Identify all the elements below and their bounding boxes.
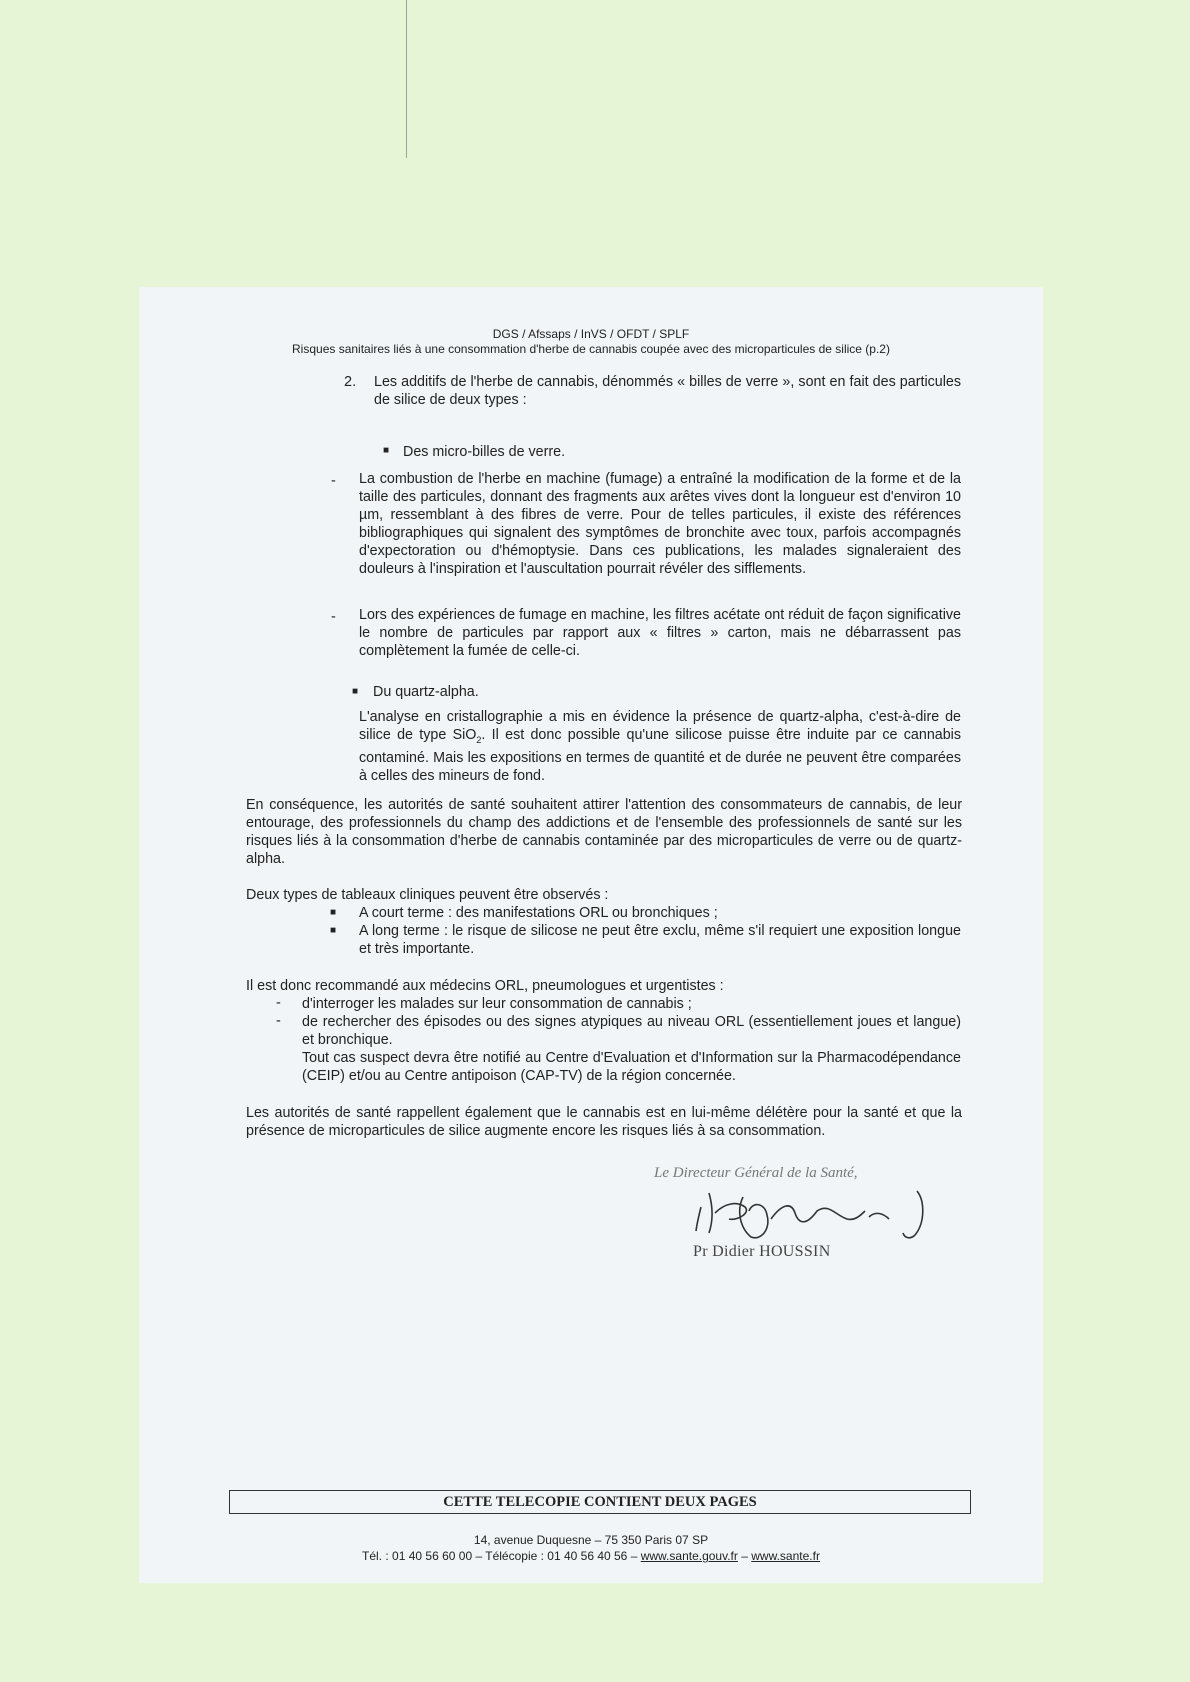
signatory-name: Pr Didier HOUSSIN: [693, 1243, 831, 1260]
footer-phone-fax: Tél. : 01 40 56 60 00 – Télécopie : 01 40 56 40 56 –: [362, 1549, 638, 1563]
tableaux-item-court-terme: A court terme : des manifestations ORL ou bronchiques ;: [359, 905, 718, 921]
footer-contact: [139, 1549, 1043, 1563]
recommande-item-interroger: d'interroger les malades sur leur consommation de cannabis ;: [302, 996, 692, 1012]
header-subject: Risques sanitaires liés à une consommation d'herbe de cannabis coupée avec des microparticules de silice (p.2): [292, 342, 890, 356]
dash-bullet-icon: -: [276, 1013, 281, 1029]
quartz-text: L'analyse en cristallographie a mis en évidence la présence de quartz-alpha, c'est-à-dire de silice de type SiO$_2$. Il est donc possible qu'une silicose puisse être induite par ce cannabis contaminé. Mais les expositions en termes de quantité et de durée ne peuvent être comparées à celles des mineurs de fond.: [359, 709, 961, 784]
link-sante-fr[interactable]: www.sante.fr: [751, 1549, 820, 1563]
quartz-label: Du quartz-alpha.: [373, 684, 479, 700]
micro-billes-combustion: La combustion de l'herbe en machine (fumage) a entraîné la modification de la forme et de la taille des particules, donnant des fragments aux arêtes vives dont la longueur est d'environ 10 µm, ressemblant à des fibres de verre. Pour de telles particules, il existe des références bibliographiques qui signalent des symptômes de bronchite avec toux, parfois accompagnés d'expectoration ou d'hémoptysie. Dans ces publications, les malades signaleraient des douleurs à l'inspiration et l'auscultation pourrait révéler des sifflements.: [359, 471, 961, 577]
signature-title: Le Directeur Général de la Santé,: [654, 1165, 858, 1181]
recommande-item-rechercher: de rechercher des épisodes ou des signes atypiques au niveau ORL (essentiellement joues et langue) et bronchique.: [302, 1014, 961, 1048]
square-bullet-icon: ■: [330, 907, 337, 918]
link-sante-gouv[interactable]: www.sante.gouv.fr: [640, 1549, 738, 1563]
micro-billes-label: Des micro-billes de verre.: [403, 444, 566, 460]
dash-bullet-icon: -: [331, 473, 336, 489]
recommande-intro: Il est donc recommandé aux médecins ORL, pneumologues et urgentistes :: [246, 978, 724, 994]
dash-bullet-icon: -: [276, 995, 281, 1011]
fax-page-count-box: CETTE TELECOPIE CONTIENT DEUX PAGES: [229, 1490, 971, 1514]
header-organizations: DGS / Afssaps / InVS / OFDT / SPLF: [492, 327, 690, 341]
consequence-paragraph: En conséquence, les autorités de santé souhaitent attirer l'attention des consommateurs de cannabis, de leur entourage, des professionnels du champ des addictions et de l'ensemble des professionnels de santé sur les risques liés à la consommation d'herbe de cannabis contaminée par des microparticules de verre ou de quartz-alpha.: [246, 797, 962, 867]
tableaux-intro: Deux types de tableaux cliniques peuvent être observés :: [246, 887, 609, 903]
item-number: 2.: [344, 374, 357, 390]
document-page: [139, 287, 1043, 1583]
tableaux-item-long-terme: A long terme : le risque de silicose ne peut être exclu, même s'il requiert une exposition longue et très importante.: [359, 923, 961, 957]
footer-address: 14, avenue Duquesne – 75 350 Paris 07 SP: [473, 1533, 709, 1547]
footer-separator: –: [741, 1549, 748, 1563]
rappel-paragraph: Les autorités de santé rappellent également que le cannabis est en lui-même délétère pour la santé et que la présence de microparticules de silice augmente encore les risques liés à sa consommation.: [246, 1105, 962, 1139]
square-bullet-icon: ■: [330, 925, 337, 936]
recommande-note: Tout cas suspect devra être notifié au Centre d'Evaluation et d'Information sur la Pharmacodépendance (CEIP) et/ou au Centre antipoison (CAP-TV) de la région concernée.: [302, 1050, 961, 1084]
margin-rule: [406, 0, 407, 158]
handwritten-signature: [679, 1167, 939, 1239]
square-bullet-icon: ■: [352, 686, 359, 697]
square-bullet-icon: ■: [383, 445, 390, 456]
dash-bullet-icon: -: [331, 609, 336, 625]
micro-billes-filtres: Lors des expériences de fumage en machine, les filtres acétate ont réduit de façon significative le nombre de particules par rapport aux « filtres » carton, mais ne débarrassent pas complètement la fumée de celle-ci.: [359, 607, 961, 659]
item-2-text: Les additifs de l'herbe de cannabis, dénommés « billes de verre », sont en fait des particules de silice de deux types :: [374, 374, 961, 408]
